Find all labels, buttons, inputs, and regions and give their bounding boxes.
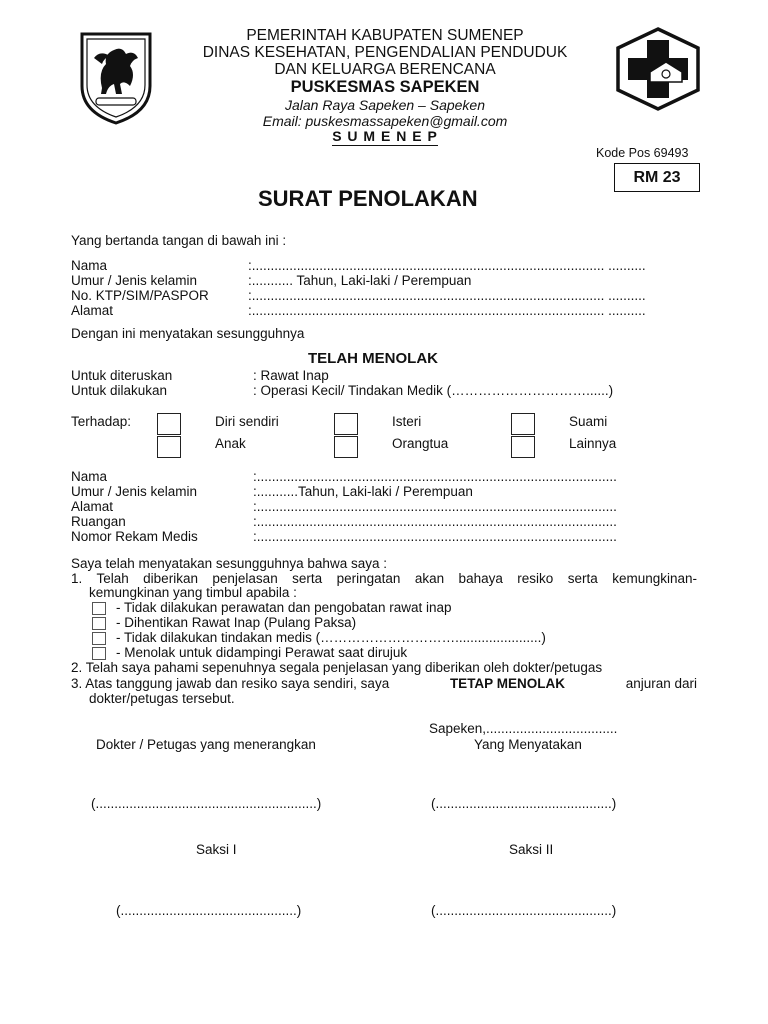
checkbox-self[interactable]	[157, 413, 181, 435]
header-line-3: DAN KELUARGA BERENCANA	[274, 61, 496, 78]
point-3-post: anjuran dari	[625, 676, 697, 691]
patient-mrn-field[interactable]: :................................................................................................	[253, 529, 617, 544]
header-line-2: DINAS KESEHATAN, PENGENDALIAN PENDUDUK	[202, 44, 568, 61]
header-line-1: PEMERINTAH KABUPATEN SUMENEP	[246, 27, 524, 44]
point-3-line-1	[71, 676, 697, 692]
checkbox-child[interactable]	[157, 436, 181, 458]
checkbox-other[interactable]	[511, 436, 535, 458]
checkbox-husband[interactable]	[511, 413, 535, 435]
point-3-line-2: dokter/petugas tersebut.	[89, 691, 235, 706]
option-other: Lainnya	[569, 436, 617, 451]
patient-address-field[interactable]: :................................................................................................	[253, 499, 617, 514]
point-3-bold: TETAP MENOLAK	[449, 676, 565, 691]
form-code: RM 23	[633, 169, 681, 186]
signer-address-field[interactable]: :.............................................................................................. ..........	[248, 303, 646, 318]
declarant-label: Yang Menyatakan	[474, 737, 582, 752]
form-code-box	[614, 163, 700, 192]
point-1-line-2: kemungkinan yang timbul apabila :	[89, 585, 297, 600]
consequence-1: - Tidak dilakukan perawatan dan pengobatan rawat inap	[116, 600, 452, 615]
signer-age-label: Umur / Jenis kelamin	[71, 273, 198, 288]
header-email: Email: puskesmassapeken@gmail.com	[262, 113, 508, 129]
option-wife: Isteri	[392, 414, 422, 429]
consequence-2: - Dihentikan Rawat Inap (Pulang Paksa)	[116, 615, 357, 630]
procedure-label: Untuk dilakukan	[71, 383, 168, 398]
consequence-checkbox-1[interactable]	[92, 602, 106, 615]
witness-1-label: Saksi I	[196, 842, 237, 857]
signer-name-field[interactable]: :.............................................................................................. ..........	[248, 258, 646, 273]
intro-text: Yang bertanda tangan di bawah ini :	[71, 233, 287, 248]
header-institution: PUSKESMAS SAPEKEN	[290, 78, 480, 96]
consequence-checkbox-3[interactable]	[92, 632, 106, 645]
signer-id-label: No. KTP/SIM/PASPOR	[71, 288, 209, 303]
consequence-4: - Menolak untuk didampingi Perawat saat dirujuk	[116, 645, 408, 660]
checkbox-wife[interactable]	[334, 413, 358, 435]
patient-name-label: Nama	[71, 469, 108, 484]
health-cross-logo	[614, 26, 702, 112]
forward-value[interactable]: : Rawat Inap	[253, 368, 329, 383]
against-label: Terhadap:	[71, 414, 132, 429]
option-parent: Orangtua	[392, 436, 449, 451]
doctor-signature[interactable]: (...........................................................)	[91, 796, 322, 811]
consequence-checkbox-2[interactable]	[92, 617, 106, 630]
signer-name-label: Nama	[71, 258, 108, 273]
declaration-intro: Saya telah menyatakan sesungguhnya bahwa saya :	[71, 556, 387, 571]
point-1-line-1: 1. Telah diberikan penjelasan serta peringatan akan bahaya resiko serta kemungkinan-	[71, 571, 697, 586]
consequence-checkbox-4[interactable]	[92, 647, 106, 660]
patient-age-field[interactable]: :...........Tahun, Laki-laki / Perempuan	[253, 484, 473, 499]
checkbox-parent[interactable]	[334, 436, 358, 458]
option-husband: Suami	[569, 414, 608, 429]
signer-id-field[interactable]: :.............................................................................................. ..........	[248, 288, 646, 303]
witness-1-signature[interactable]: (...............................................)	[116, 903, 302, 918]
postal-code: Kode Pos 69493	[596, 146, 689, 160]
patient-room-field[interactable]: :................................................................................................	[253, 514, 617, 529]
consequence-3: - Tidak dilakukan tindakan medis (………………………….......................)	[116, 630, 546, 645]
procedure-value[interactable]: : Operasi Kecil/ Tindakan Medik (…………………………......)	[253, 383, 614, 398]
point-2: 2. Telah saya pahami sepenuhnya segala penjelasan yang diberikan oleh dokter/petugas	[71, 660, 603, 675]
patient-room-label: Ruangan	[71, 514, 126, 529]
signer-address-label: Alamat	[71, 303, 114, 318]
header-city	[150, 128, 620, 146]
place-date[interactable]: Sapeken,...................................	[429, 721, 618, 736]
forward-label: Untuk diteruskan	[71, 368, 173, 383]
signer-age-field[interactable]: :........... Tahun, Laki-laki / Perempuan	[248, 273, 472, 288]
point-3-pre: 3. Atas tanggung jawab dan resiko saya sendiri, saya	[71, 676, 390, 691]
declarant-signature[interactable]: (...............................................)	[431, 796, 617, 811]
document-title: SURAT PENOLAKAN	[258, 186, 478, 211]
patient-age-label: Umur / Jenis kelamin	[71, 484, 198, 499]
statement-text: Dengan ini menyatakan sesungguhnya	[71, 326, 305, 341]
patient-address-label: Alamat	[71, 499, 114, 514]
patient-mrn-label: Nomor Rekam Medis	[71, 529, 198, 544]
option-self: Diri sendiri	[215, 414, 279, 429]
header-city-text: S U M E N E P	[332, 128, 438, 144]
header-address: Jalan Raya Sapeken – Sapeken	[284, 97, 486, 113]
doctor-label: Dokter / Petugas yang menerangkan	[96, 737, 316, 752]
refusal-heading: TELAH MENOLAK	[308, 350, 438, 367]
witness-2-label: Saksi II	[509, 842, 554, 857]
witness-2-signature[interactable]: (...............................................)	[431, 903, 617, 918]
patient-name-field[interactable]: :................................................................................................	[253, 469, 617, 484]
option-child: Anak	[215, 436, 246, 451]
coat-of-arms-logo	[76, 28, 156, 126]
